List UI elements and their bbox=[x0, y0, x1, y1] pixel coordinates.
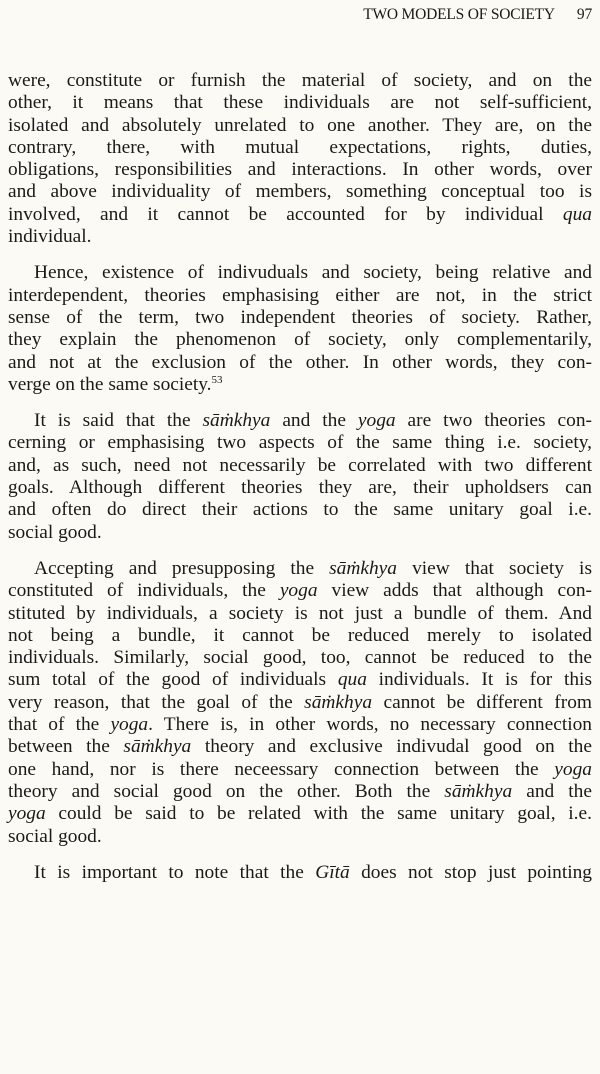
text-line bbox=[8, 558, 592, 580]
text-run: constituted of individuals, the bbox=[8, 580, 280, 602]
text-run: and the bbox=[512, 780, 592, 802]
text-line bbox=[8, 410, 592, 432]
text-line bbox=[8, 181, 592, 203]
text-line bbox=[8, 647, 592, 669]
text-line bbox=[8, 477, 592, 499]
text-run: and, as such, need not necessarily be correlated with two different bbox=[8, 454, 592, 476]
text-line bbox=[8, 826, 592, 848]
text-run: Accepting and presupposing the bbox=[34, 557, 330, 579]
text-line bbox=[8, 115, 592, 137]
paragraph bbox=[8, 862, 592, 884]
text-run: that of the bbox=[8, 714, 111, 736]
text-run: It is said that the bbox=[34, 410, 203, 432]
text-run: sum total of the good of individuals bbox=[8, 669, 338, 691]
italic-term: yoga bbox=[279, 580, 318, 602]
text-run: other, it means that these individuals are not self-sufficient, bbox=[8, 92, 592, 114]
text-run: individuals. Similarly, social good, too, cannot be reduced to the bbox=[8, 647, 592, 669]
text-run: are two theories con- bbox=[395, 410, 592, 432]
text-line bbox=[8, 204, 592, 226]
text-run: and the bbox=[270, 410, 358, 432]
text-run: interdependent, theories emphasising either are not, in the strict bbox=[8, 284, 592, 306]
italic-term: sāṁkhya bbox=[202, 410, 271, 432]
text-line bbox=[8, 499, 592, 521]
text-run: . There is, in other words, no necessary connection bbox=[148, 714, 592, 736]
italic-term: yoga bbox=[357, 410, 396, 432]
text-run: view adds that although con- bbox=[317, 580, 592, 602]
text-line bbox=[8, 262, 592, 284]
text-line bbox=[8, 714, 592, 736]
italic-term: sāṁkhya bbox=[329, 557, 397, 579]
text-line bbox=[8, 137, 592, 159]
text-line bbox=[8, 307, 592, 329]
text-run: sense of the term, two independent theories of society. Rather, bbox=[8, 306, 592, 328]
text-line bbox=[8, 522, 592, 544]
text-line bbox=[8, 92, 592, 114]
text-run: social good. bbox=[8, 521, 102, 543]
text-run: individual. bbox=[8, 226, 92, 248]
italic-term: sāṁkhya bbox=[304, 691, 373, 713]
text-run: isolated and absolutely unrelated to one another. They are, on the bbox=[8, 114, 592, 136]
text-run: It is important to note that the bbox=[34, 861, 316, 883]
body-text bbox=[8, 70, 592, 898]
text-line bbox=[8, 669, 592, 691]
footnote-ref: 53 bbox=[211, 373, 223, 386]
text-run: and above individuality of members, something conceptual too is bbox=[8, 181, 592, 203]
paragraph bbox=[8, 410, 592, 544]
text-line bbox=[8, 374, 592, 396]
text-line bbox=[8, 692, 592, 714]
text-run: could be said to be related with the same unitary goal, i.e. bbox=[45, 803, 592, 825]
text-line bbox=[8, 759, 592, 781]
text-line bbox=[8, 159, 592, 181]
text-run: one hand, nor is there neceessary connection between the bbox=[8, 758, 555, 780]
text-line bbox=[8, 603, 592, 625]
text-run: and often do direct their actions to the same unitary goal i.e. bbox=[8, 499, 592, 521]
italic-term: sāṁkhya bbox=[444, 780, 513, 802]
running-header bbox=[363, 6, 592, 24]
text-run: very reason, that the goal of the bbox=[8, 691, 305, 713]
text-line bbox=[8, 352, 592, 374]
text-run: theory and social good on the other. Both the bbox=[8, 780, 445, 802]
text-line bbox=[8, 781, 592, 803]
text-line bbox=[8, 580, 592, 602]
italic-term: yoga bbox=[554, 758, 592, 780]
text-run: cannot be different from bbox=[372, 691, 592, 713]
text-run: obligations, responsibilities and interactions. In other words, over bbox=[8, 159, 592, 181]
text-line bbox=[8, 455, 592, 477]
text-line bbox=[8, 285, 592, 307]
text-run: between the bbox=[8, 736, 124, 758]
paragraph bbox=[8, 262, 592, 396]
text-line bbox=[8, 736, 592, 758]
running-title: TWO MODELS OF SOCIETY bbox=[363, 6, 555, 23]
text-line bbox=[8, 862, 592, 884]
italic-term: yoga bbox=[110, 714, 149, 736]
text-line bbox=[8, 803, 592, 825]
italic-term: Gītā bbox=[315, 861, 350, 883]
page-number: 97 bbox=[576, 6, 592, 23]
text-run: Hence, existence of indivuduals and society, being relative and bbox=[34, 262, 592, 284]
text-line bbox=[8, 226, 592, 248]
text-line bbox=[8, 329, 592, 351]
text-run: and not at the exclusion of the other. In other words, they con- bbox=[8, 351, 592, 373]
paragraph bbox=[8, 70, 592, 248]
text-line bbox=[8, 432, 592, 454]
text-run: individuals. It is for this bbox=[366, 669, 592, 691]
text-run: contrary, there, with mutual expectations, rights, duties, bbox=[8, 136, 592, 158]
text-run: involved, and it cannot be accounted for by individual bbox=[8, 203, 563, 225]
text-line bbox=[8, 625, 592, 647]
text-run: theory and exclusive indivudal good on the bbox=[191, 736, 592, 758]
italic-term: qua bbox=[337, 669, 367, 691]
text-run: view that society is bbox=[397, 557, 592, 579]
text-run: does not stop just pointing bbox=[349, 861, 593, 883]
text-line bbox=[8, 70, 592, 92]
italic-term: qua bbox=[562, 203, 592, 225]
text-run: they explain the phenomenon of society, only complementarily, bbox=[8, 329, 592, 351]
italic-term: yoga bbox=[8, 803, 46, 825]
text-run: goals. Although different theories they are, their upholdsers can bbox=[8, 477, 592, 499]
paragraph bbox=[8, 558, 592, 848]
text-run: stituted by individuals, a society is not just a bundle of them. And bbox=[8, 602, 592, 624]
text-run: not being a bundle, it cannot be reduced merely to isolated bbox=[8, 624, 592, 646]
text-run: verge on the same society. bbox=[8, 373, 212, 395]
italic-term: sāṁkhya bbox=[123, 736, 192, 758]
text-run: cerning or emphasising two aspects of the same thing i.e. society, bbox=[8, 432, 592, 454]
text-run: social good. bbox=[8, 825, 102, 847]
text-run: were, constitute or furnish the material of society, and on the bbox=[8, 70, 592, 91]
